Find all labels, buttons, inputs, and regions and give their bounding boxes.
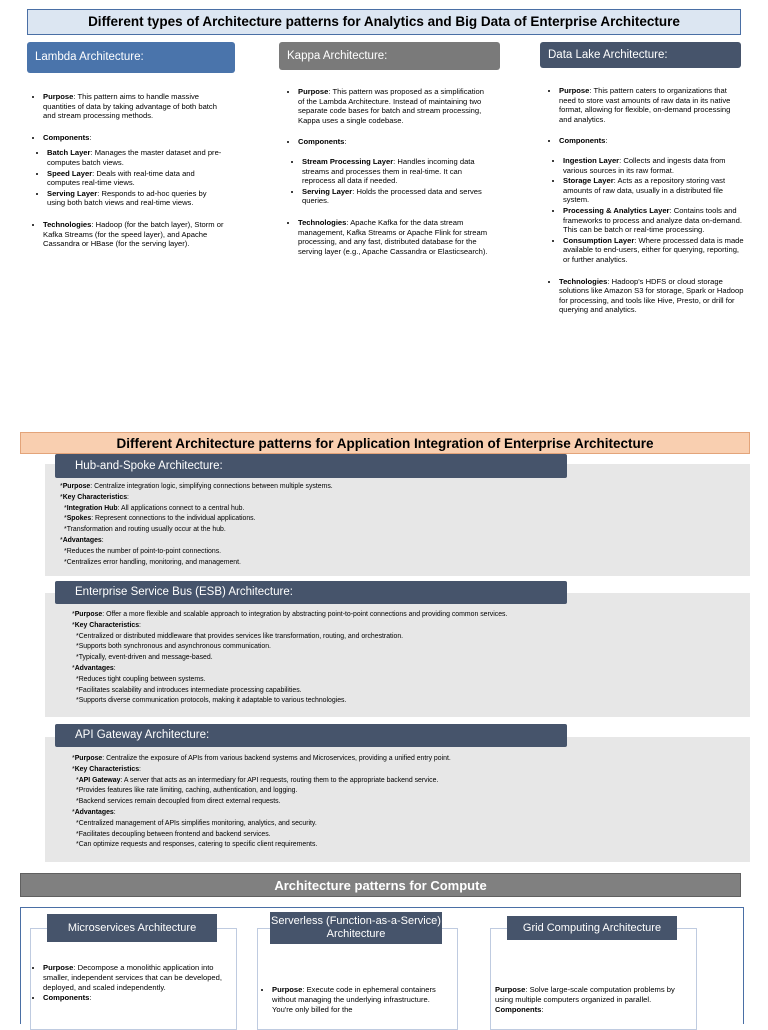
lambda-technologies: • Technologies: Hadoop (for the batch layer), Storm or Kafka Streams (for the speed layer), and Apache Cassandra or HBase (for the serving layer). xyxy=(43,220,225,249)
api-line: *Backend services remain decoupled from direct external requests. xyxy=(76,798,281,806)
section-title-integration: Different Architecture patterns for Application Integration of Enterprise Architecture xyxy=(20,432,750,454)
datalake-component-item: • Consumption Layer: Where processed data is made available to end-users, either for querying, reporting, or further analytics. xyxy=(563,236,745,265)
kappa-content xyxy=(288,87,492,256)
lambda-component-item: • Batch Layer: Manages the master dataset and pre-computes batch views. xyxy=(47,148,225,167)
microservices-purpose: • Purpose: Decompose a monolithic application into smaller, independent services that can be developed, deployed, and scaled independently. xyxy=(43,963,231,993)
esb-line: *Supports diverse communication protocols, making it adaptable to various technologies. xyxy=(76,697,347,705)
esb-line: *Key Characteristics: xyxy=(72,621,141,629)
datalake-component-item: • Storage Layer: Acts as a repository storing vast amounts of raw data, usually in a distributed file system. xyxy=(563,176,745,205)
lambda-components: • Components: xyxy=(43,133,225,143)
grid-content xyxy=(495,985,690,1015)
esb-line: *Facilitates scalability and introduces intermediate processing capabilities. xyxy=(76,686,302,694)
lambda-purpose: • Purpose: This pattern aims to handle massive quantities of data by taking advantage of both batch and stream processing methods. xyxy=(43,92,225,121)
esb-content xyxy=(72,610,507,707)
grid-components: Components: xyxy=(495,1005,544,1014)
datalake-content xyxy=(549,86,745,315)
hub-line: *Transformation and routing usually occur at the hub. xyxy=(64,526,226,534)
microservices-content xyxy=(33,963,231,1003)
datalake-components: • Components: xyxy=(559,136,745,146)
hub-line: *Centralizes error handling, monitoring, and management. xyxy=(64,558,241,566)
datalake-component-item: • Processing & Analytics Layer: Contains tools and frameworks to process and analyze data on-demand. This can be batch or real-time processing. xyxy=(563,206,745,235)
lambda-component-item: • Speed Layer: Deals with real-time data and computes real-time views. xyxy=(47,169,225,188)
esb-line: *Centralized or distributed middleware that provides services like transformation, routing, and orchestration. xyxy=(76,632,404,640)
kappa-component-item: • Stream Processing Layer: Handles incoming data streams and processes them in real-time. It can reprocess all data if needed. xyxy=(302,157,492,186)
esb-line: *Purpose: Offer a more flexible and scalable approach to integration by abstracting point-to-point connections and providing common services. xyxy=(72,611,508,618)
kappa-technologies: • Technologies: Apache Kafka for the data stream management, Kafka Streams or Apache Flink for stream processing, and any fast, distributed database for the serving layer (e.g., Apache Cassandra or Elasticsearch). xyxy=(298,218,492,256)
serverless-purpose: • Purpose: Execute code in ephemeral containers without managing the underlying infrastructure. You're only billed for the xyxy=(272,985,452,1015)
datalake-purpose: • Purpose: This pattern caters to organizations that need to store vast amounts of raw data in its native format, allowing for flexible, on-demand processing and analytics. xyxy=(559,86,745,124)
hub-line: *Reduces the number of point-to-point connections. xyxy=(64,547,222,555)
api-line: *Provides features like rate limiting, caching, authentication, and logging. xyxy=(76,787,298,795)
esb-line: *Supports both synchronous and asynchronous communication. xyxy=(76,643,271,651)
lambda-header: Lambda Architecture: xyxy=(27,42,235,73)
datalake-header: Data Lake Architecture: xyxy=(540,42,741,68)
grid-purpose: Purpose: Solve large-scale computation problems by using multiple computers organized in parallel. xyxy=(495,985,675,1004)
kappa-header: Kappa Architecture: xyxy=(279,42,500,70)
hub-line: *Key Characteristics: xyxy=(60,493,129,501)
api-line: *Advantages: xyxy=(72,808,116,816)
serverless-header: Serverless (Function-as-a-Service) Architecture xyxy=(270,912,442,944)
datalake-component-item: • Ingestion Layer: Collects and ingests data from various sources in its raw format. xyxy=(563,156,745,175)
api-line: *Key Characteristics: xyxy=(72,765,141,773)
hub-header: Hub-and-Spoke Architecture: xyxy=(55,454,567,478)
esb-line: *Typically, event-driven and message-based. xyxy=(76,654,213,662)
grid-header: Grid Computing Architecture xyxy=(507,916,677,940)
microservices-components: • Components: xyxy=(43,993,231,1003)
api-line: *Centralized management of APIs simplifies monitoring, analytics, and security. xyxy=(76,819,317,827)
api-line: *Purpose: Centralize the exposure of APIs from various backend systems and Microservices, providing a unified entry point. xyxy=(72,755,451,762)
hub-line: *Purpose: Centralize integration logic, simplifying connections between multiple systems. xyxy=(60,483,333,490)
kappa-purpose: • Purpose: This pattern was proposed as a simplification of the Lambda Architecture. Instead of maintaining two separate code bases for batch and stream processing, Kappa uses a single codebase. xyxy=(298,87,492,125)
hub-content xyxy=(60,482,333,568)
section-title-analytics: Different types of Architecture patterns for Analytics and Big Data of Enterprise Architecture xyxy=(27,9,741,35)
esb-line: *Advantages: xyxy=(72,664,116,672)
api-line: *Facilitates decoupling between frontend and backend services. xyxy=(76,830,271,838)
api-line: *API Gateway: A server that acts as an intermediary for API requests, routing them to the appropriate backend service. xyxy=(76,776,439,784)
kappa-component-item: • Serving Layer: Holds the processed data and serves queries. xyxy=(302,187,492,206)
kappa-components: • Components: xyxy=(298,137,492,147)
section-title-compute: Architecture patterns for Compute xyxy=(20,873,741,897)
lambda-content xyxy=(33,92,225,249)
serverless-content xyxy=(262,985,452,1015)
api-content xyxy=(72,754,451,851)
hub-line: *Integration Hub: All applications connect to a central hub. xyxy=(64,504,245,512)
esb-header: Enterprise Service Bus (ESB) Architecture: xyxy=(55,581,567,604)
esb-line: *Reduces tight coupling between systems. xyxy=(76,675,206,683)
microservices-header: Microservices Architecture xyxy=(47,914,217,942)
lambda-component-item: • Serving Layer: Responds to ad-hoc queries by using both batch views and real-time views. xyxy=(47,189,225,208)
hub-line: *Spokes: Represent connections to the individual applications. xyxy=(64,515,256,523)
datalake-technologies: • Technologies: Hadoop's HDFS or cloud storage solutions like Amazon S3 for storage, Spark or Hadoop for processing, and tools like Hive, Presto, or drill for querying and analytics. xyxy=(559,277,745,315)
hub-line: *Advantages: xyxy=(60,536,104,544)
api-header: API Gateway Architecture: xyxy=(55,724,567,747)
api-line: *Can optimize requests and responses, catering to specific client requirements. xyxy=(76,841,318,849)
